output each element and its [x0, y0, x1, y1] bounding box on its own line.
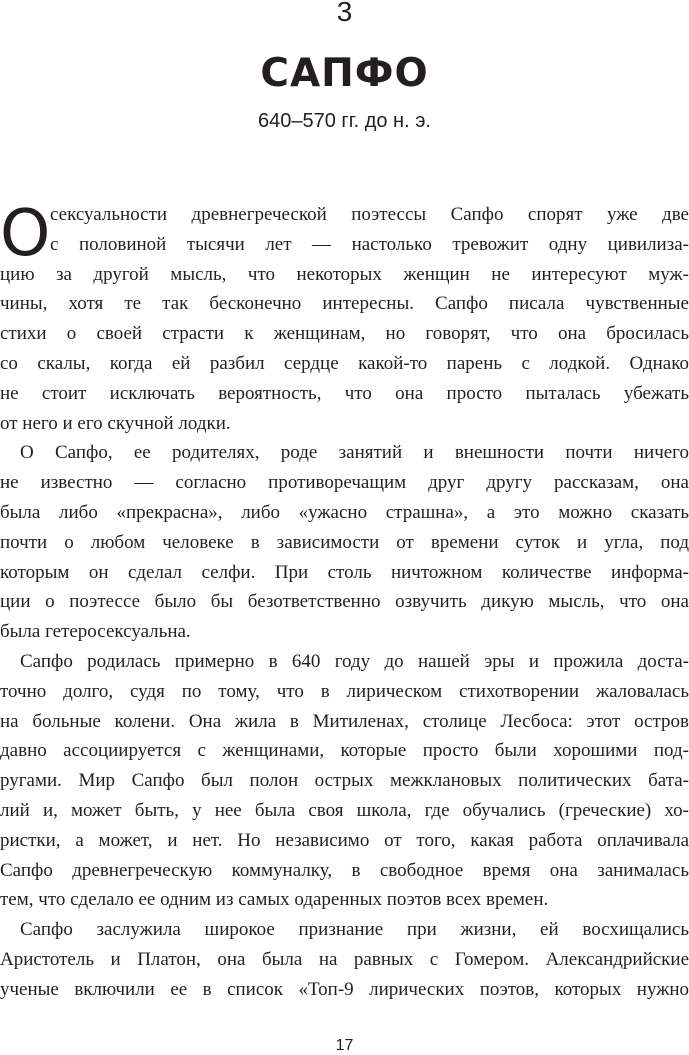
text-line: тем, что сделало ее одним из самых одаренных поэтов всех времен. [0, 889, 549, 911]
text-line: с половиной тысячи лет — настолько тревожит одну цивилиза- [50, 233, 689, 255]
chapter-title: САПФО [260, 51, 429, 96]
text-line: ристки, а может, и нет. Но независимо от того, какая работа оплачивала [0, 829, 689, 851]
text-line: ученые включили ее в список «Топ-9 лирических поэтов, которых нужно [0, 978, 689, 1000]
text-line: точно долго, судя по тому, что в лирическом стихотворении жаловалась [0, 680, 689, 702]
text-line: давно ассоциируется с женщинами, которые просто были хорошими под- [0, 740, 689, 762]
text-line: Сапфо древнегреческую коммуналку, в свободное время она занималась [0, 859, 689, 881]
drop-cap: О [0, 197, 51, 271]
chapter-dates: 640–570 гг. до н. э. [258, 110, 431, 132]
text-line: лий и, может быть, у нее была своя школа, где обучались (греческие) хо- [0, 799, 689, 821]
text-line: почти о любом человеке в зависимости от времени суток и угла, под [0, 531, 689, 553]
text-line: на больные колени. Она жила в Митиленах, столице Лесбоса: этот остров [0, 710, 689, 732]
body-text [0, 197, 689, 1005]
text-line: от него и его скучной лодки. [0, 412, 231, 434]
text-line: Сапфо родилась примерно в 640 году до нашей эры и прожила доста- [20, 650, 689, 672]
text-line: стихи о своей страсти к женщинам, но говорят, что она бросилась [0, 323, 689, 345]
text-line: была либо «прекрасна», либо «ужасно страшна», а это можно сказать [0, 501, 689, 523]
text-line: Сапфо заслужила широкое признание при жизни, ей восхищались [20, 919, 689, 941]
text-line: Аристотель и Платон, она была на равных с Гомером. Александрийские [0, 948, 689, 970]
page-number: 17 [335, 1037, 354, 1054]
text-line: ругами. Мир Сапфо был полон острых межклановых политических бата- [0, 770, 689, 792]
text-line: со скалы, когда ей разбил сердце какой-то парень с лодкой. Однако [0, 352, 689, 374]
text-line: чины, хотя те так бесконечно интересны. Сапфо писала чувственные [0, 293, 689, 315]
text-line: О Сапфо, ее родителях, роде занятий и внешности почти ничего [20, 442, 689, 464]
text-line: была гетеросексуальна. [0, 621, 191, 643]
text-line: сексуальности древнегреческой поэтессы Сапфо спорят уже две [50, 204, 689, 225]
text-line: ции о поэтессе было бы безответственно озвучить дикую мысль, что она [0, 591, 689, 613]
text-line: не стоит исключать вероятность, что она просто пыталась убежать [0, 382, 689, 404]
text-line: цию за другой мысль, что некоторых женщин не интересуют муж- [0, 263, 689, 285]
chapter-number: 3 [336, 0, 353, 27]
text-line: не известно — согласно противоречащим друг другу рассказам, она [0, 472, 689, 494]
text-line: которым он сделал селфи. При столь ничтожном количестве информа- [0, 561, 689, 583]
